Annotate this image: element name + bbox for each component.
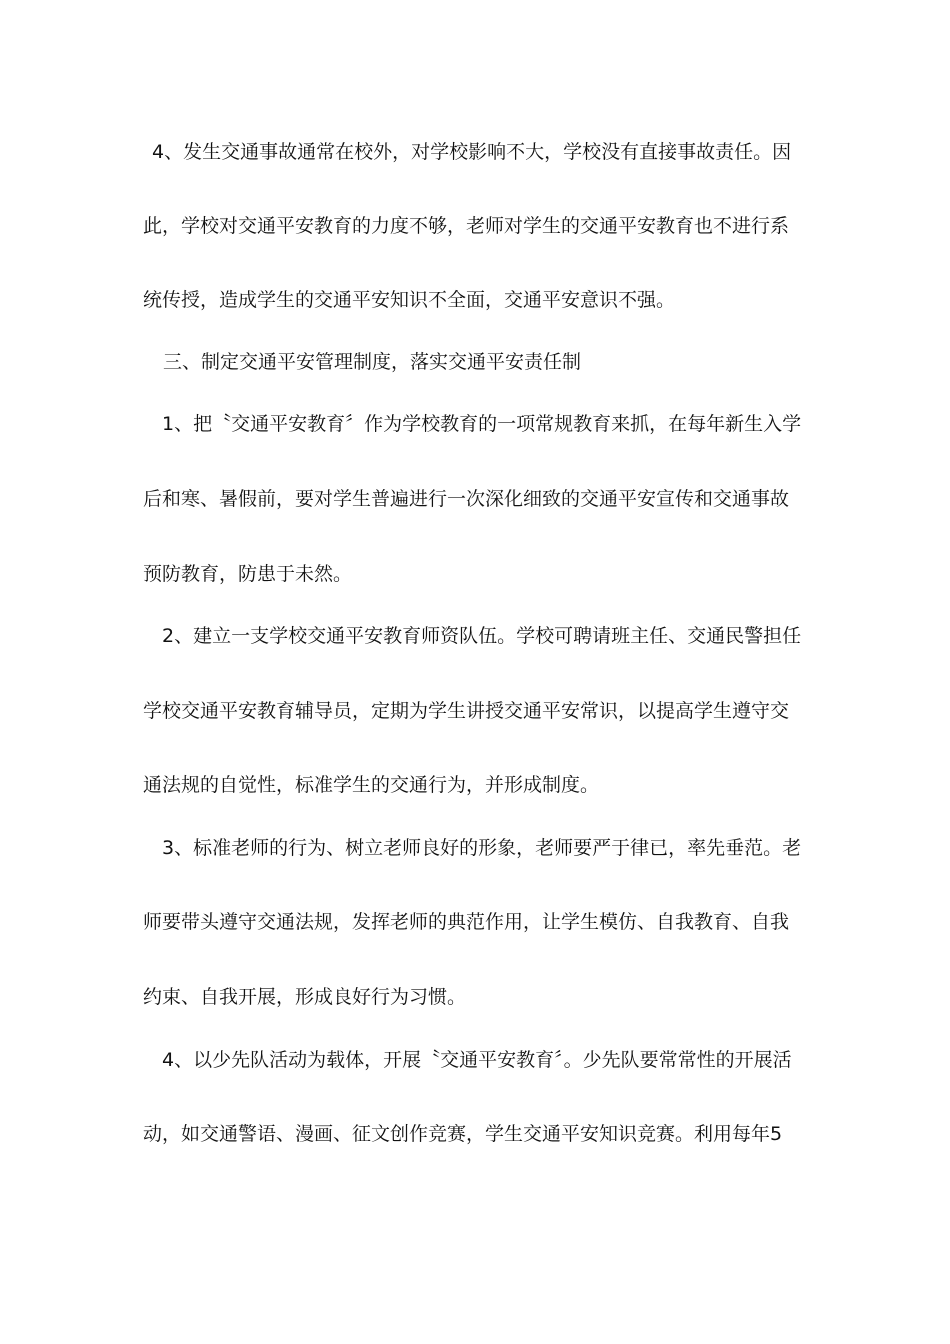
item-2-line-3: 通法规的自觉性，标准学生的交通行为，并形成制度。 <box>143 774 600 796</box>
item-1-line-2: 后和寒、暑假前，要对学生普遍进行一次深化细致的交通平安宣传和交通事故 <box>143 488 790 510</box>
item-2-line-1: 2、建立一支学校交通平安教育师资队伍。学校可聘请班主任、交通民警担任 <box>162 625 802 647</box>
item-4-line-2: 动，如交通警语、漫画、征文创作竞赛，学生交通平安知识竞赛。利用每年5 <box>143 1123 783 1145</box>
item-3-line-1: 3、标准老师的行为、树立老师良好的形象，老师要严于律已，率先垂范。老 <box>162 837 802 859</box>
item-3-line-2: 师要带头遵守交通法规，发挥老师的典范作用，让学生模仿、自我教育、自我 <box>143 911 790 933</box>
item-1-line-1: 1、把〝交通平安教育〞作为学校教育的一项常规教育来抓，在每年新生入学 <box>162 413 802 435</box>
item-4-line-1: 4、以少先队活动为载体，开展〝交通平安教育〞。少先队要常常性的开展活 <box>162 1049 792 1071</box>
paragraph-4-line-2: 此，学校对交通平安教育的力度不够，老师对学生的交通平安教育也不进行系 <box>143 215 790 237</box>
item-2-line-2: 学校交通平安教育辅导员，定期为学生讲授交通平安常识，以提高学生遵守交 <box>143 700 790 722</box>
paragraph-4-line-1: 4、发生交通事故通常在校外，对学校影响不大，学校没有直接事故责任。因 <box>152 141 792 163</box>
section-heading-3: 三、制定交通平安管理制度，落实交通平安责任制 <box>163 351 582 373</box>
paragraph-4-line-3: 统传授，造成学生的交通平安知识不全面，交通平安意识不强。 <box>143 289 676 311</box>
item-3-line-3: 约束、自我开展，形成良好行为习惯。 <box>143 986 467 1008</box>
item-1-line-3: 预防教育，防患于未然。 <box>143 563 353 585</box>
